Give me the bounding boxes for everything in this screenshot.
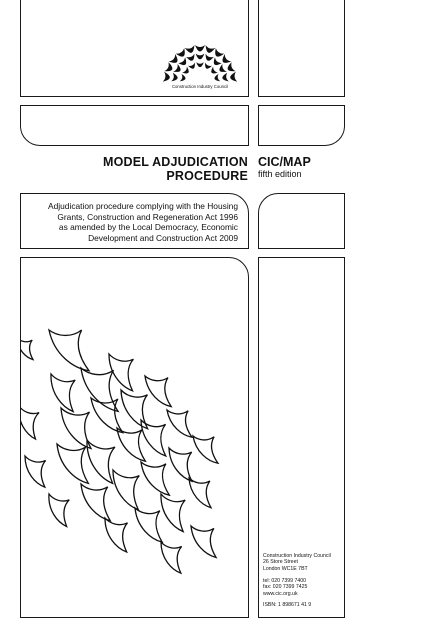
scallop-shape (140, 420, 167, 456)
description-panel (20, 193, 249, 249)
description-line: Grants, Construction and Regeneration Act 1996 (57, 211, 238, 222)
scallop-shape (47, 374, 77, 412)
logo-scallop-shape (204, 54, 214, 62)
logo-scallop-shape (180, 74, 187, 83)
description-text (23, 201, 238, 243)
logo-scallop-shape (220, 54, 231, 66)
scallop-shape (57, 443, 88, 485)
logo-scallop-shape (164, 62, 174, 74)
scallop-shape (168, 448, 193, 481)
logo-scallop-shape (211, 57, 221, 67)
scallop-pattern-illustration (21, 258, 249, 618)
description-line: Adjudication procedure complying with the Housing (48, 201, 238, 211)
scallop-shape (23, 456, 47, 487)
edition-label: fifth edition (258, 169, 302, 179)
logo-scallop-shape (163, 72, 171, 83)
logo-scallop-shape (182, 67, 191, 76)
logo-scallop-shape (226, 62, 236, 74)
logo-scallop-shape (176, 48, 188, 59)
scallop-shape (191, 525, 216, 558)
logo-scallop-shape (178, 57, 188, 67)
description-side-panel (258, 193, 345, 249)
address-line: London WC1E 7BT (263, 566, 308, 573)
scallop-shape (110, 470, 141, 510)
scallop-shape (45, 494, 71, 526)
logo-scallop-shape (196, 54, 205, 60)
contact-panel (258, 257, 345, 618)
scallop-shape (141, 460, 169, 497)
document-title (103, 155, 248, 183)
scallop-shape (21, 406, 41, 439)
scallop-shape (145, 374, 171, 408)
scallop-shape (49, 325, 89, 375)
logo-scallop-shape (171, 73, 178, 83)
organisation-name: Construction Industry Council (263, 552, 331, 559)
scallop-shape (21, 338, 33, 360)
scallop-shape (189, 478, 211, 508)
cic-logo-icon (160, 44, 240, 84)
artwork-panel (20, 257, 249, 618)
logo-scallop-shape (209, 67, 218, 76)
logo-scallop-shape (217, 64, 226, 74)
logo-scallop-shape (214, 74, 221, 83)
band-side-panel (258, 105, 345, 146)
logo-scallop-shape (212, 48, 224, 59)
logo-scallop-shape (186, 54, 196, 62)
description-line: Development and Construction Act 2009 (88, 232, 238, 243)
scallop-shape (81, 483, 110, 522)
logo-scallop-shape (195, 45, 205, 52)
scallop-shape (103, 518, 129, 552)
title-line-2: PROCEDURE (166, 169, 248, 183)
scallop-shape (193, 434, 218, 466)
address-line: 26 Store Street (263, 559, 298, 566)
fax: fax: 020 7399 7425 (263, 584, 308, 591)
telephone: tel: 020 7399 7400 (263, 577, 306, 584)
logo-scallop-shape (169, 54, 180, 66)
scallop-shape (135, 507, 162, 543)
scallop-shape (159, 542, 183, 573)
scallop-shape (157, 494, 187, 532)
scallop-shape (81, 366, 118, 414)
logo-scallop-shape (188, 63, 197, 71)
logo-side-panel (258, 0, 345, 97)
contact-details (263, 553, 331, 609)
title-line-1: MODEL ADJUDICATION (102, 155, 248, 169)
logo-scallop-shape (222, 73, 229, 83)
logo-scallop-shape (196, 62, 204, 67)
website-link[interactable]: www.cic.org.uk (263, 590, 298, 597)
logo-scallop-shape (229, 72, 237, 83)
scallop-shape (167, 408, 192, 440)
scallop-shape (83, 440, 117, 483)
logo-scallop-shape (185, 45, 196, 54)
logo-scallop-shape (173, 64, 182, 74)
band-panel (20, 105, 249, 146)
logo-scallop-shape (203, 63, 212, 71)
description-line: as amended by the Local Democracy, Economic (58, 222, 238, 232)
isbn: ISBN: 1 898671 41 9 (263, 602, 312, 609)
logo-scallop-shape (204, 45, 215, 54)
logo-caption: Construction Industry Council (171, 84, 229, 89)
document-code: CIC/MAP (258, 155, 311, 169)
